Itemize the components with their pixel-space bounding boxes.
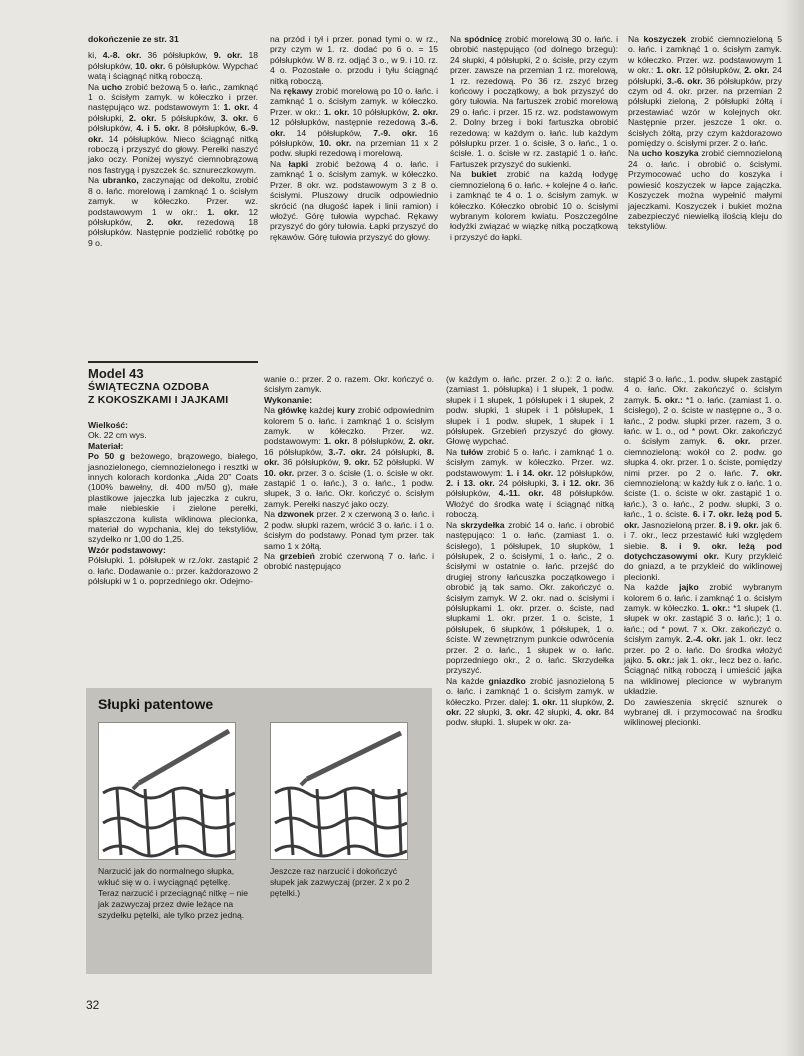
text: 24 półsłupki, (365, 446, 427, 457)
top-column-2 (270, 34, 438, 242)
paragraph (264, 405, 434, 509)
bold-text: 4. i 5. okr. (136, 123, 180, 134)
text: przer. ciemnozieloną: wokół co 2. podw. go słupka 4. okr. przer. 1 o. ściste, pomiędzy nimi przer. po 2 o. łańc. (624, 436, 783, 478)
paragraph (628, 148, 782, 231)
paragraph (446, 520, 614, 676)
bold-text: dzwonek (277, 509, 314, 520)
crochet-hook-stitch-image (99, 723, 235, 859)
bold-text: 1. okr. (207, 206, 240, 217)
paragraph (270, 34, 438, 86)
text: Na (264, 550, 280, 561)
paragraph (270, 86, 438, 159)
bold-text: ucho koszyka (641, 148, 699, 159)
crochet-step-2-illustration (270, 722, 408, 860)
text: jak 1. okr. lecz przer. po 2 o. łańc. Do środka włożyć jajko. (624, 634, 782, 665)
text: 52 półsłupki. W (369, 457, 434, 468)
crochet-hook-stitch-image (271, 723, 407, 859)
bold-text: główkę (277, 405, 307, 416)
bold-text: 1. okr. (532, 696, 558, 707)
text: 36 półsłupków, przy czym od 4. okr. przer. na przemian 2 półsłupki zieloną, 2 półsłupki żółtą i przestawiać wzór w kolejnych okr. Następnie przer. jeszcze 1 okr. o. ścisłych żółtą, przy czym każdorazowo pomiędzy o. ścisłymi przer. 2 o. łańc. (628, 75, 782, 149)
execution-label (264, 395, 434, 405)
text: zrobić 14 o. łańc. i obrobić następująco: 1 o. łańc. (zamiast 1. o. ścisłego), 1 półsłupek, 10 słupków, 1 półsłupek, 2 o. ścisłymi, 1 o. łańc., 2 o. ścisłymi w ostatnie o. łańc. przejść do drugiej strony łańcuszka początkowego i obrobić ją tak samo. Okr. zakończyć o. ścisłym zamyk. W 2. okr. nad o. ścisłymi i półsłupkami 1. okr. przer. o. ściste, nad słupkami 1. okr. przer. 1 o. ściste, 1 półsłupek, 6 słupków, 1 półsłupek, 1 o. ściste. W zewnętrznym punkcie odwrócenia przer. 2 o. łańc., 1 słupek w o. łańc. poprzedniego okr., 2 o. łańc. Skrzydełka przyszyć. (446, 519, 614, 676)
text: 8 półsłupków, (349, 436, 409, 447)
text: zrobić jasnozieloną 5 o. łańc. i zamknąć 1 o. ścisłym zamyk. w kółeczko. Przer. dalej: (446, 675, 614, 707)
bold-text: 2.-4. okr. (685, 634, 722, 645)
hook-icon (139, 731, 229, 783)
bottom-column-1 (88, 420, 258, 587)
continuation-note: dokończenie ze str. 31 (88, 34, 179, 44)
text: 6 półsłupków, (88, 112, 259, 134)
material-label (88, 441, 258, 451)
paragraph (450, 34, 618, 169)
text: 24 półsłupki, (494, 478, 552, 489)
text: Na (264, 509, 278, 520)
paragraph (446, 374, 614, 447)
bold-text: Wzór podstawowy: (88, 544, 166, 555)
crochet-step-1-illustration (98, 722, 236, 860)
paragraph (88, 82, 258, 176)
text: 36 półsłupków, (446, 478, 614, 499)
text: 12 półsłupków, (681, 65, 745, 76)
bold-text: 7. okr. (751, 467, 783, 478)
text: 5 półsłupków, (156, 112, 221, 123)
top-column-4 (628, 34, 782, 232)
bold-text: spódnicę (464, 34, 502, 44)
text: Na każde (446, 675, 489, 686)
bold-text: 6. i 7. okr. leżą pod 5. okr. (624, 509, 782, 530)
bold-text: 6.-9. okr. (88, 123, 258, 144)
text: Na (446, 519, 461, 530)
text: 10 półsłupków, (349, 106, 413, 117)
text: Na (88, 81, 102, 92)
bold-text: 7.-9. okr. (373, 127, 418, 138)
model-heading (88, 366, 260, 407)
bold-text: Po 50 g (88, 451, 126, 462)
text: 84 podw. słupki. 1. słupek w okr. za- (446, 707, 614, 728)
text: rezedową 18 półsłupków. Następnie podzielić robótkę po 9 o. (88, 216, 258, 248)
model-number: Model 43 (88, 366, 144, 381)
bold-text: 4.-11. okr. (498, 488, 544, 499)
text: Na (450, 169, 472, 180)
top-column-1 (88, 34, 258, 248)
bold-text: 4. okr. (575, 707, 602, 717)
paragraph (446, 676, 614, 728)
bold-text: łapki (288, 158, 309, 169)
pattern-label (88, 545, 258, 555)
text: jak 1. okr., lecz bez o. łańc. Ściągnąć nitką roboczą i umieścić jajka na wiklinowej plecionce w wybranym układzie. (624, 654, 782, 697)
text: 14 półsłupków, (285, 127, 374, 138)
paragraph (450, 169, 618, 242)
bold-text: 1. okr. (656, 65, 682, 76)
text: 12 półsłupków, następnie rezedową (270, 117, 421, 128)
hook-icon (307, 733, 401, 779)
text: zrobić odpowiednim kolorem 5 o. łańc. i zamknąć 1 o. ścisłym zamyk. w kółeczko. Przer. wz. podstawowym: (264, 405, 435, 447)
bold-text: 3. okr. (220, 112, 249, 123)
text: ki, (88, 50, 103, 61)
text: 16 półsłupków, (264, 446, 329, 457)
text: 14 półsłupków. Nieco ściągnąć nitką roboczą i przyszyć do głowy. Perełki naszyć jako oczy. Poniżej wyszyć ciemnobrązową nos fastrygą i pyszczek śc. sznureczkowym. (88, 133, 258, 175)
text: 36 półsłupków, (279, 457, 344, 468)
text: (w każdym o. łańc. przer. 2 o.): 2 o. łańc. (zamiast 1. półsłupka) i 1 słupek, 1 podw. słupek i 1 słupek, 1 półsłupek i 1 słupek, 2 podw. słupki, 1 słupek i 1 półsłupek, 1 słupek i 1 podw. słupek, 1 słupek i 1 półsłupek. Grzebień przyszyć do głowy. Głowę wypchać. (446, 374, 614, 447)
bold-text: 2. okr. (128, 112, 157, 123)
bold-text: 10. okr. (319, 138, 352, 149)
bold-text: 5. okr.: (646, 654, 675, 665)
bottom-column-2 (264, 374, 434, 572)
model-title-line-1: ŚWIĄTECZNA OZDOBA (88, 381, 210, 393)
bold-text: ubranko, (102, 175, 139, 186)
bold-text: skrzydełka (460, 519, 505, 530)
text: 11 słupków, (557, 696, 607, 707)
bold-text: 3.-6. okr. (270, 117, 438, 138)
material-text (88, 451, 258, 545)
text: zrobić ciemnozieloną 24 o. łańc. i obrobić o. ścisłymi. Przymocować ucho do koszyka i powiesić koszyczek w łapce zajączka. Koszyczek można wypełnić małymi jajeczkami. Koszyczek i bukiet można zabezpieczyć niewielką ilością kleju do tekstyliów. (628, 148, 782, 232)
text: zaczynając od dekoltu, zrobić 8 o. łańc. morelową i zamknąć 1 o. ścisłym zamyk. w kółeczko. Przer. wz. podstawowym 1 w okr.: (88, 175, 258, 217)
text: 48 półsłupków. Włożyć do środka watę i ściągnąć nitką roboczą. (446, 488, 614, 520)
bold-text: rękawy (283, 86, 313, 97)
paragraph (264, 509, 434, 551)
text: każdej (306, 405, 337, 416)
bold-text: 1. okr.: (702, 602, 731, 613)
bold-text: 2. okr. (446, 696, 614, 717)
text: 24 półsłupki, (628, 65, 782, 86)
text: jak 6. i 7. okr., lecz przestawić łuki względem siebie. (624, 519, 782, 551)
bold-text: 3.-6. okr. (666, 75, 703, 86)
bold-text: kury (336, 405, 356, 416)
bold-text: 3. okr. (505, 707, 532, 717)
text: przer. 2 x czerwoną 3 o. łańc. i 2 podw. słupki razem, wrócić 3 o. łańc. i 1 o. ścisłym do podstawy. Ponad tym przer. tak samo 1 x żółtą. (264, 509, 435, 551)
text: 4 półsłupki, (88, 102, 259, 123)
top-column-3 (450, 34, 618, 242)
text: Do zawieszenia skręcić sznurek o wybranej dł. i przymocować na środku wiklinowej plecionki. (624, 696, 782, 728)
text: beżowego, brązowego, białego, jasnozielonego, ciemnozielonego i resztki w innych kolorach kordonka „Aida 20” Coats (100% bawełny, dł. 400 m/50 g), małe plastikowe jajeczka lub jajeczka z cukru, małe niebieskie i zielone perełki, spłaszczona kulista wiklinowa plecionka, materiał do wypchania, klej do tekstyliów, szydełko nr 1,00 do 1,25. (88, 451, 258, 545)
text: przer. 3 o. ścisłe (1. o. ścisłe w okr. zastąpić 1 o. łańc.), 3 o. łańc., 1 podw. słupek, 3 o. łańc. Okr. kończyć o. ścisłym zamyk. Perełki naszyć jako oczy. (264, 467, 434, 509)
text: Na (446, 446, 461, 457)
paragraph (446, 447, 614, 520)
paragraph (624, 582, 782, 696)
text: zrobić beżową 5 o. łańc., zamknąć 1 o. ścisłym zamyk. w kółeczko i przer. następująco wz. podstawowym 1: (88, 81, 259, 113)
bold-text: jajko (679, 582, 699, 593)
technique-title: Słupki patentowe (98, 696, 214, 712)
bold-text: 9. okr. (343, 457, 370, 468)
text: Półsłupki. 1. półsłupek w rz./okr. zastąpić 2 o. łańc. Dodawanie o.: przer. każdorazowo 2 półsłupki w 1 o. poprzedniego okr. Odejmo- (88, 555, 258, 587)
paragraph (270, 159, 438, 242)
bold-text: 4.-8. okr. (102, 50, 142, 61)
bottom-column-3 (446, 374, 614, 728)
bold-text: 1. okr. (324, 436, 350, 447)
bold-text: 1. i 14. okr. (506, 467, 554, 478)
paragraph (624, 374, 782, 582)
bold-text: 3.-7. okr. (328, 446, 366, 457)
bold-text: 8. i 9. okr. leżą pod dotychczasowymi okr. (624, 540, 782, 561)
text: Ok. 22 cm wys. (88, 430, 147, 441)
bold-text: 9. okr. (213, 50, 243, 61)
bold-text: 10. okr. (264, 467, 295, 478)
text: Na (270, 86, 284, 97)
bold-text: 2. okr. (408, 436, 434, 447)
bold-text: 2. i 13. okr. (446, 478, 495, 489)
model-title-line-2: Z KOKOSZKAMI I JAJKAMI (88, 394, 229, 406)
bold-text: 1. okr. (323, 106, 350, 117)
text: na przemian 11 x 2 podw. słupki rezedową i morelową. (270, 138, 438, 159)
text: zrobić na każdą łodygę ciemnozieloną 6 o. łańc. + kolejne 4 o. łańc. i zamknąć te 4 o. 1 o. ścisłym zamyk. w kółeczko. Kółeczko obrobić 10 o. ścisłymi wybranym kolorem kwiatu. Poszczególne łodyżki związać w wiązkę nitką początkową i przyszyć do łapki. (450, 169, 619, 242)
size-label (88, 420, 258, 430)
page-number: 32 (86, 998, 100, 1012)
text: wanie o.: przer. 2 o. razem. Okr. kończyć o. ścisłym zamyk. (264, 374, 434, 395)
bold-text: 8. okr. (264, 446, 434, 468)
text: Na (270, 158, 289, 169)
bold-text: 6. okr. (717, 436, 751, 447)
text: *1 słupek (1. słupek w okr. zastąpić 3 o. łańc.); 1 o. łańc.; od * powt. 7 x. Okr. zakończyć o. ścisłym zamyk. (624, 602, 782, 645)
text: 6 półsłupków. Wypchać watą i ściągnąć nitką roboczą. (88, 60, 258, 82)
text: 8 półsłupków, (179, 123, 241, 134)
bold-text: gniazdko (488, 675, 526, 686)
text: zrobić morelową po 10 o. łańc. i zamknąć 1 o. ścisłym zamyk. w kółeczko. Przer. w okr.: (270, 86, 438, 117)
bold-text: 1. okr. (223, 102, 250, 113)
paragraph (624, 697, 782, 728)
bold-text: tułów (460, 446, 484, 457)
text: 36 półsłupków, (141, 50, 214, 61)
bold-text: ucho (101, 81, 123, 92)
text: Na każde (624, 582, 680, 593)
text: 16 półsłupków, (270, 127, 438, 149)
bold-text: 3. i 12. okr. (551, 478, 601, 489)
bold-text: Wielkość: (88, 420, 129, 430)
text: 12 półsłupków, (553, 467, 614, 478)
paragraph (88, 50, 258, 81)
bottom-column-4 (624, 374, 782, 728)
bold-text: 10. okr. (135, 60, 166, 71)
text: zrobić 5 o. łańc. i zamknąć 1 o. ścisłym zamyk. w kółeczko. Przer. wz. podstawowym: (446, 446, 614, 478)
bold-text: 2. okr. (412, 106, 438, 117)
bold-text: 2. okr. (744, 65, 770, 76)
paragraph (264, 374, 434, 395)
page-edge-shadow (782, 0, 804, 1056)
text: Na (264, 405, 278, 416)
bold-text: grzebień (279, 550, 315, 561)
text: Na (88, 175, 103, 186)
text: zrobić czerwoną 7 o. łańc. i obrobić następująco (264, 550, 435, 572)
paragraph (264, 551, 434, 572)
bold-text: Materiał: (88, 440, 124, 451)
paragraph (628, 34, 782, 148)
pattern-text (88, 555, 258, 586)
text: na przód i tył i przer. ponad tymi o. w rz., przy czym w 1. rz. dodać po 6 o. = 15 półsłupków. W 8. rz. odjąć 3 o., w 9. i 10. rz. 4 o. Pozostałe o. przodu i tyłu ściągnąć nitką roboczą. (270, 34, 438, 86)
text: zrobić beżową 4 o. łańc. i zamknąć 1 o. ścisłym zamyk. w kółeczko. Przer. 8 okr. wz. podstawowym 3 z 8 o. ścisłymi. Pluszowy drucik odpowiednio skrócić (na długość łapek i linii ramion) i włożyć. Górę tułowia wypchać. Rękawy przyszyć do góry tułowia. Łapki przyszyć do rękawów. Górę tułowia przyszyć do głowy. (270, 158, 438, 242)
bold-text: Wykonanie: (264, 394, 313, 405)
size-value (88, 430, 258, 440)
text: 18 półsłupków, (88, 50, 259, 71)
text: zrobić morelową 30 o. łańc. i obrobić następująco (od dolnego brzegu): 24 słupki, 4 półsłupki, 2 o. ścisłe, przy czym przer. zawsze na przemian 1 rz. morelową, 1 rz. rezedową. Po 36 rz. zszyć brzeg końcowy i początkowy, a bok przyszyć do góry tułowia. Na fartuszek zrobić morelową 29 o. łańc. i przer. 15 rz. wz. podstawowym 2. Dolny brzeg i boki fartuszka obrobić rezedową: w każdym o. łańc. lub każdym półsłupku przer. 1 o. ścisłe, 3 o. łańc., 1 o. ścisłe. 1. o. ścisłe w rz. zastąpić 1 o. łańc. Fartuszek przyszyć do sukienki. (450, 34, 619, 169)
bold-text: 8. i 9. okr. (718, 519, 759, 530)
text: 42 słupki, (531, 707, 576, 717)
text: Jasnozieloną przer. (639, 519, 719, 530)
text: 22 słupki, (461, 707, 506, 717)
bold-text: koszyczek (643, 34, 686, 44)
text: Na (628, 148, 642, 159)
paragraph (88, 175, 258, 248)
text: stąpić 3 o. łańc., 1. podw. słupek zastąpić 4 o. łańc. Okr. zakończyć o. ścisłym zamyk. (624, 374, 782, 405)
text: 12 półsłupków, (88, 206, 259, 227)
text: Na (450, 34, 465, 44)
technique-box (86, 688, 432, 974)
text: Kury przykleić do gniazd, a te przykleić do wiklinowej plecionki. (624, 550, 782, 582)
step-1-caption: Narzucić jak do normalnego słupka, wkłuć się w o. i wyciągnąć pętelkę. Teraz narzucić i przeciągnąć nitkę – nie jak zazwyczaj przez dwie leżące na szydełku pętelki, ale tylko przez jedną. (98, 866, 248, 920)
bold-text: bukiet (471, 169, 497, 180)
bold-text: 2. okr. (146, 216, 184, 227)
step-2-caption: Jeszcze raz narzucić i dokończyć słupek jak zazwyczaj (przer. 2 x po 2 pętelki.) (270, 866, 410, 898)
text: zrobić wybranym kolorem 6 o. łańc. i zamknąć 1 o. ścisłym zamyk. w kółeczko. (624, 582, 782, 613)
text: zrobić ciemnozieloną 5 o. łańc. i zamknąć 1 o. ścisłym zamyk. w kółeczko. Przer. wz. podstawowym 1 w okr.: (628, 34, 782, 76)
section-divider (88, 361, 258, 363)
text: Na (628, 34, 644, 44)
bold-text: 5. okr.: (654, 394, 683, 405)
text: ciemnozieloną: w każdy łuk z o. łańc. 1 o. ściste (1. o. ściste w okr. zastąpić 1 o. łańc.), 3 o. łańc., 2 podw. słupki, 3 o. łańc., 1 o. ściste. (624, 478, 782, 520)
text: *1 o. łańc. (zamiast 1. o. ścisłego), 2 o. ściste w następne o., 3 o. łańc., 2 podw. słupki przer. razem, 3 o. łańc. w 1. o., od * powt. Okr. zakończyć o. ścisłym zamyk. (624, 394, 782, 447)
